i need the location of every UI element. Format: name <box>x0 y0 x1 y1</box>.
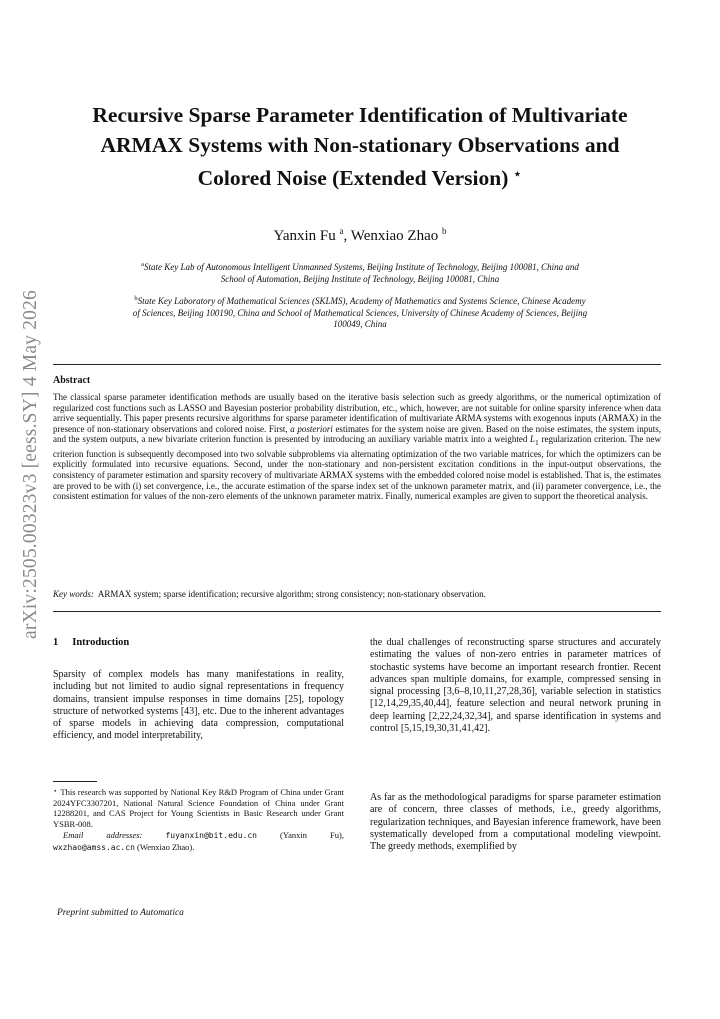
author-name: Wenxiao Zhao <box>350 228 439 244</box>
affiliation-line <box>55 259 665 274</box>
intro-paragraph-left: Sparsity of complex models has many manifestations in reality, including but not limited to audio signal representations in frequency domains, transient impulse responses in time domains [25], topology structure of networked systems [43], etc. Due to the inherent advantages of sparse models in achieving data compression, computational efficiency, and model interpretability, <box>53 669 344 742</box>
footnote <box>53 786 344 853</box>
title-line: Recursive Sparse Parameter Identification of Multivariate <box>92 103 628 127</box>
abstract-text: estimates for the system noise are given. Based on the noise estimates, the system inputs, and the system outputs, a new bivariate criterion function is presented by introducing an auxiliary variable matrix into a weighted <box>53 423 661 445</box>
title-line <box>40 160 680 193</box>
title-line-text: Colored Noise (Extended Version) <box>197 166 509 190</box>
funding-text: This research was supported by National Key R&D Program of China under Grant 2024YFC3307201, National Natural Science Foundation of China under Grant 12288201, and CAS Project for Young Scientists in Basic Research under Grant YSBR-008. <box>53 787 344 830</box>
intro-paragraph-right: the dual challenges of reconstructing sparse structures and accurately estimating the values of non-zero entries in parameter matrices of stochastic systems have become an important research frontier. Recent advances span multiple domains, for example, compressed sensing in signal processing [3,6–8,10,11,27,28,36], variable selection in statistics [12,14,29,35,40,44], feature selection and neural network pruning in deep learning [2,22,24,32,34], and sparse identification in systems and control [5,15,19,30,31,41,42]. <box>370 637 661 735</box>
email-owner: (Wenxiao Zhao). <box>137 841 195 852</box>
footnote-rule <box>53 781 97 782</box>
affiliation-text: State Key Lab of Autonomous Intelligent Unmanned Systems, Beijing Institute of Technology, Beijing 100081, China and <box>143 262 579 272</box>
affiliation-mark[interactable]: b <box>442 226 447 236</box>
abstract-text: The classical sparse parameter identification methods are usually based on the iterative basis selection such as greedy algorithms, or the numerical optimization of regularized cost functions such as LASSO and Bayesian posterior probability distribution, etc., which, however, are not suitable for online sparsity inference when data arrive sequentially. This paper presents recursive algorithms for sparse parameter identification of multivariate ARMA systems with exogenous inputs (ARMAX) in the presence of non-stationary observations and colored noise. First, <box>53 392 661 434</box>
affiliation-line: of Sciences, Beijing 100190, China and School of Mathematical Sciences, University of Chinese Academy of Sciences, Beijing <box>132 307 588 318</box>
affiliation-mark[interactable]: a <box>339 226 344 236</box>
title-line: ARMAX Systems with Non-stationary Observations and <box>100 133 620 157</box>
email-owner: (Yanxin Fu), <box>280 829 344 840</box>
affiliation-text: State Key Laboratory of Mathematical Sciences (SKLMS), Academy of Mathematics and Systems Science, Chinese Academy <box>137 296 586 306</box>
paper-title <box>40 100 680 193</box>
affiliation-b <box>55 293 665 331</box>
email-link[interactable]: fuyanxin@bit.edu.cn <box>165 830 257 840</box>
keywords-label: Key words: <box>53 589 94 599</box>
norm-symbol: L <box>530 434 536 445</box>
keywords <box>53 589 661 599</box>
affiliation-mark: b <box>134 295 138 302</box>
funding-footnote <box>53 786 344 830</box>
abstract-body <box>53 392 661 502</box>
section-title: Introduction <box>72 637 130 648</box>
section-heading <box>53 637 129 648</box>
abstract-emphasis: a posteriori <box>290 423 333 434</box>
abstract-heading: Abstract <box>53 375 91 386</box>
author-name: Yanxin Fu <box>273 228 336 244</box>
arxiv-identifier: arXiv:2505.00323v3 [eess.SY] 4 May 2026 <box>20 290 41 640</box>
title-footnote-star[interactable]: ⋆ <box>512 166 523 183</box>
norm-subscript: 1 <box>535 438 539 448</box>
email-label: Email addresses: <box>63 829 143 840</box>
affiliation-mark: a <box>141 261 144 268</box>
abstract-bottom-rule <box>53 611 661 612</box>
email-link[interactable]: wxzhao@amss.ac.cn <box>53 842 135 852</box>
email-addresses <box>53 830 344 853</box>
author-list <box>40 226 680 245</box>
abstract-top-rule <box>53 364 661 365</box>
preprint-footer: Preprint submitted to Automatica <box>57 908 184 918</box>
author-separator: , <box>343 228 351 244</box>
affiliation-line <box>55 293 665 308</box>
keywords-text: ARMAX system; sparse identification; recursive algorithm; strong consistency; non-stationary observation. <box>97 589 486 599</box>
affiliation-line: School of Automation, Beijing Institute of Technology, Beijing 100081, China <box>220 273 500 284</box>
affiliation-line: 100049, China <box>333 319 387 329</box>
footnote-star: ⋆ <box>53 787 58 795</box>
abstract-text: regularization criterion. The new criterion function is subsequently decomposed into two solvable subproblems via alternating optimization of the two variable matrices, for which the optimizers can be explicitly formulated into recursive equations. Second, under the non-stationary and non-persistent excitation conditions in the input-output observations, the consistency of parameter estimation and sparsity recovery of multivariate ARMAX systems with the embedded colored noise model is established. That is, the estimates are proved to be with (i) set convergence, i.e., the accurate estimation of the sparse index set of the unknown parameter matrix, and (ii) parameter convergence, i.e., the consistent estimation for values of the non-zero elements of the unknown parameter matrix. Finally, numerical examples are given to support the theoretical analysis. <box>53 434 661 502</box>
intro-paragraph-right: As far as the methodological paradigms for sparse parameter estimation are of concern, three classes of methods, i.e., greedy algorithms, regularization techniques, and Bayesian inference framework, have been systematically developed from a computational modeling viewpoint. The greedy methods, exemplified by <box>370 792 661 853</box>
affiliation-a <box>55 259 665 285</box>
section-number: 1 <box>53 637 59 648</box>
